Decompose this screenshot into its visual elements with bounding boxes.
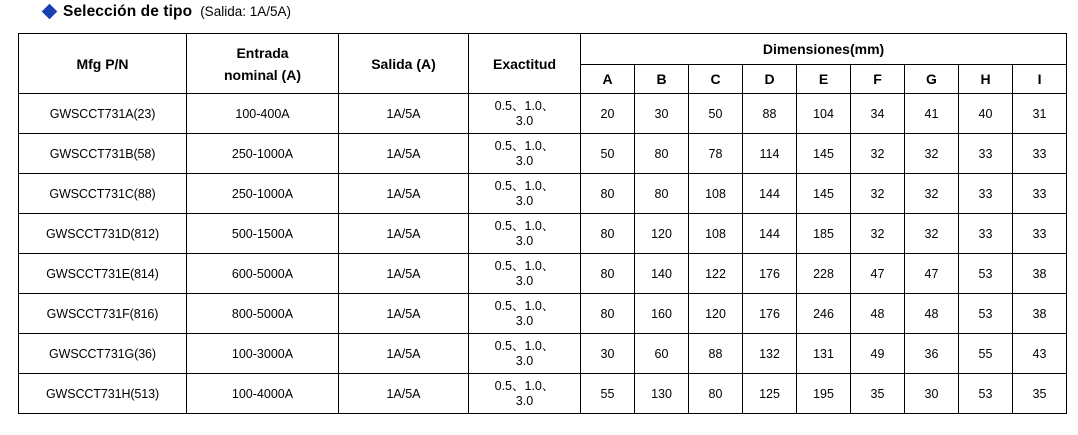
cell-mfg: GWSCCT731D(812)	[19, 214, 187, 254]
cell-dim-a: 50	[581, 134, 635, 174]
table-row	[19, 254, 1067, 294]
cell-exactitud-line2: 3.0	[515, 353, 534, 368]
col-header-salida: Salida (A)	[339, 34, 469, 94]
cell-salida: 1A/5A	[339, 254, 469, 294]
cell-exactitud-line2: 3.0	[515, 193, 534, 208]
col-header-dim-i: I	[1013, 65, 1067, 94]
cell-exactitud	[469, 134, 581, 174]
cell-dim-f: 32	[851, 214, 905, 254]
cell-dim-h: 53	[959, 374, 1013, 414]
cell-exactitud	[469, 294, 581, 334]
cell-salida: 1A/5A	[339, 174, 469, 214]
cell-exactitud	[469, 214, 581, 254]
table-row	[19, 294, 1067, 334]
cell-mfg: GWSCCT731H(513)	[19, 374, 187, 414]
cell-exactitud-line2: 3.0	[515, 273, 534, 288]
cell-dim-b: 30	[635, 94, 689, 134]
cell-dim-b: 80	[635, 174, 689, 214]
cell-salida: 1A/5A	[339, 214, 469, 254]
cell-dim-f: 47	[851, 254, 905, 294]
cell-dim-i: 33	[1013, 214, 1067, 254]
cell-exactitud-line1: 0.5、1.0、	[494, 338, 555, 353]
selection-table	[18, 33, 1067, 414]
cell-dim-f: 49	[851, 334, 905, 374]
cell-dim-d: 176	[743, 254, 797, 294]
cell-exactitud-line1: 0.5、1.0、	[494, 178, 555, 193]
cell-dim-i: 33	[1013, 134, 1067, 174]
cell-dim-f: 32	[851, 174, 905, 214]
cell-dim-c: 78	[689, 134, 743, 174]
cell-exactitud	[469, 174, 581, 214]
cell-dim-g: 41	[905, 94, 959, 134]
cell-exactitud-line1: 0.5、1.0、	[494, 98, 555, 113]
cell-exactitud-line1: 0.5、1.0、	[494, 218, 555, 233]
col-header-dim-d: D	[743, 65, 797, 94]
cell-dim-d: 88	[743, 94, 797, 134]
cell-dim-h: 53	[959, 294, 1013, 334]
col-header-entrada	[187, 34, 339, 94]
cell-dim-f: 48	[851, 294, 905, 334]
cell-exactitud	[469, 94, 581, 134]
col-header-entrada-line2: nominal (A)	[224, 66, 301, 83]
table-row	[19, 134, 1067, 174]
cell-salida: 1A/5A	[339, 94, 469, 134]
cell-dim-c: 88	[689, 334, 743, 374]
cell-dim-g: 32	[905, 134, 959, 174]
cell-entrada: 500-1500A	[187, 214, 339, 254]
col-header-dim-g: G	[905, 65, 959, 94]
cell-dim-i: 38	[1013, 294, 1067, 334]
cell-dim-h: 33	[959, 214, 1013, 254]
cell-entrada: 250-1000A	[187, 134, 339, 174]
cell-exactitud-line1: 0.5、1.0、	[494, 258, 555, 273]
cell-dim-h: 53	[959, 254, 1013, 294]
cell-exactitud-line1: 0.5、1.0、	[494, 298, 555, 313]
cell-salida: 1A/5A	[339, 134, 469, 174]
cell-dim-a: 80	[581, 294, 635, 334]
cell-exactitud-line2: 3.0	[515, 113, 534, 128]
cell-dim-e: 145	[797, 134, 851, 174]
page-title: Selección de tipo	[63, 3, 193, 20]
cell-mfg: GWSCCT731E(814)	[19, 254, 187, 294]
cell-dim-i: 35	[1013, 374, 1067, 414]
cell-exactitud-line1: 0.5、1.0、	[494, 378, 555, 393]
cell-dim-d: 144	[743, 174, 797, 214]
cell-dim-c: 122	[689, 254, 743, 294]
table-row	[19, 214, 1067, 254]
cell-exactitud	[469, 334, 581, 374]
cell-dim-h: 40	[959, 94, 1013, 134]
cell-dim-g: 32	[905, 174, 959, 214]
cell-dim-i: 33	[1013, 174, 1067, 214]
cell-dim-e: 145	[797, 174, 851, 214]
cell-dim-e: 131	[797, 334, 851, 374]
cell-dim-c: 108	[689, 174, 743, 214]
cell-dim-h: 55	[959, 334, 1013, 374]
cell-dim-b: 120	[635, 214, 689, 254]
cell-dim-g: 32	[905, 214, 959, 254]
diamond-bullet-icon	[42, 4, 58, 20]
cell-dim-d: 114	[743, 134, 797, 174]
cell-dim-a: 80	[581, 214, 635, 254]
cell-dim-e: 246	[797, 294, 851, 334]
page-subtitle: (Salida: 1A/5A)	[200, 4, 291, 19]
table-header-row-1	[19, 34, 1067, 65]
cell-dim-e: 195	[797, 374, 851, 414]
table-body	[19, 94, 1067, 414]
col-header-exactitud: Exactitud	[469, 34, 581, 94]
table-row	[19, 374, 1067, 414]
cell-dim-g: 30	[905, 374, 959, 414]
cell-dim-f: 35	[851, 374, 905, 414]
cell-entrada: 100-3000A	[187, 334, 339, 374]
cell-exactitud	[469, 254, 581, 294]
col-header-dim-e: E	[797, 65, 851, 94]
col-header-dim-f: F	[851, 65, 905, 94]
cell-salida: 1A/5A	[339, 374, 469, 414]
cell-exactitud-line2: 3.0	[515, 153, 534, 168]
cell-dim-d: 176	[743, 294, 797, 334]
cell-dim-e: 228	[797, 254, 851, 294]
cell-mfg: GWSCCT731A(23)	[19, 94, 187, 134]
cell-dim-d: 125	[743, 374, 797, 414]
cell-dim-i: 31	[1013, 94, 1067, 134]
cell-entrada: 100-4000A	[187, 374, 339, 414]
cell-dim-g: 47	[905, 254, 959, 294]
col-header-dim-a: A	[581, 65, 635, 94]
table-header	[19, 34, 1067, 94]
cell-dim-f: 32	[851, 134, 905, 174]
cell-salida: 1A/5A	[339, 294, 469, 334]
col-header-dimensiones: Dimensiones(mm)	[581, 34, 1067, 65]
cell-mfg: GWSCCT731G(36)	[19, 334, 187, 374]
cell-dim-e: 185	[797, 214, 851, 254]
cell-dim-g: 36	[905, 334, 959, 374]
cell-entrada: 100-400A	[187, 94, 339, 134]
cell-mfg: GWSCCT731B(58)	[19, 134, 187, 174]
cell-dim-c: 80	[689, 374, 743, 414]
cell-dim-a: 80	[581, 174, 635, 214]
col-header-dim-b: B	[635, 65, 689, 94]
cell-entrada: 600-5000A	[187, 254, 339, 294]
table-row	[19, 174, 1067, 214]
col-header-entrada-line1: Entrada	[236, 44, 289, 61]
cell-exactitud-line2: 3.0	[515, 393, 534, 408]
cell-mfg: GWSCCT731F(816)	[19, 294, 187, 334]
cell-dim-b: 140	[635, 254, 689, 294]
cell-dim-d: 132	[743, 334, 797, 374]
cell-dim-h: 33	[959, 134, 1013, 174]
col-header-dim-h: H	[959, 65, 1013, 94]
cell-dim-a: 55	[581, 374, 635, 414]
cell-dim-b: 130	[635, 374, 689, 414]
cell-exactitud-line2: 3.0	[515, 313, 534, 328]
cell-dim-a: 20	[581, 94, 635, 134]
table-row	[19, 94, 1067, 134]
cell-exactitud-line2: 3.0	[515, 233, 534, 248]
table-row	[19, 334, 1067, 374]
cell-dim-i: 43	[1013, 334, 1067, 374]
cell-exactitud-line1: 0.5、1.0、	[494, 138, 555, 153]
cell-dim-a: 30	[581, 334, 635, 374]
section-heading	[18, 0, 1060, 33]
cell-mfg: GWSCCT731C(88)	[19, 174, 187, 214]
cell-dim-b: 80	[635, 134, 689, 174]
cell-dim-e: 104	[797, 94, 851, 134]
cell-dim-c: 108	[689, 214, 743, 254]
cell-dim-d: 144	[743, 214, 797, 254]
cell-dim-g: 48	[905, 294, 959, 334]
cell-dim-i: 38	[1013, 254, 1067, 294]
cell-dim-a: 80	[581, 254, 635, 294]
cell-dim-b: 160	[635, 294, 689, 334]
cell-dim-c: 120	[689, 294, 743, 334]
cell-exactitud	[469, 374, 581, 414]
cell-entrada: 800-5000A	[187, 294, 339, 334]
cell-salida: 1A/5A	[339, 334, 469, 374]
col-header-mfg: Mfg P/N	[19, 34, 187, 94]
col-header-dim-c: C	[689, 65, 743, 94]
cell-dim-b: 60	[635, 334, 689, 374]
cell-dim-h: 33	[959, 174, 1013, 214]
cell-dim-f: 34	[851, 94, 905, 134]
cell-entrada: 250-1000A	[187, 174, 339, 214]
cell-dim-c: 50	[689, 94, 743, 134]
